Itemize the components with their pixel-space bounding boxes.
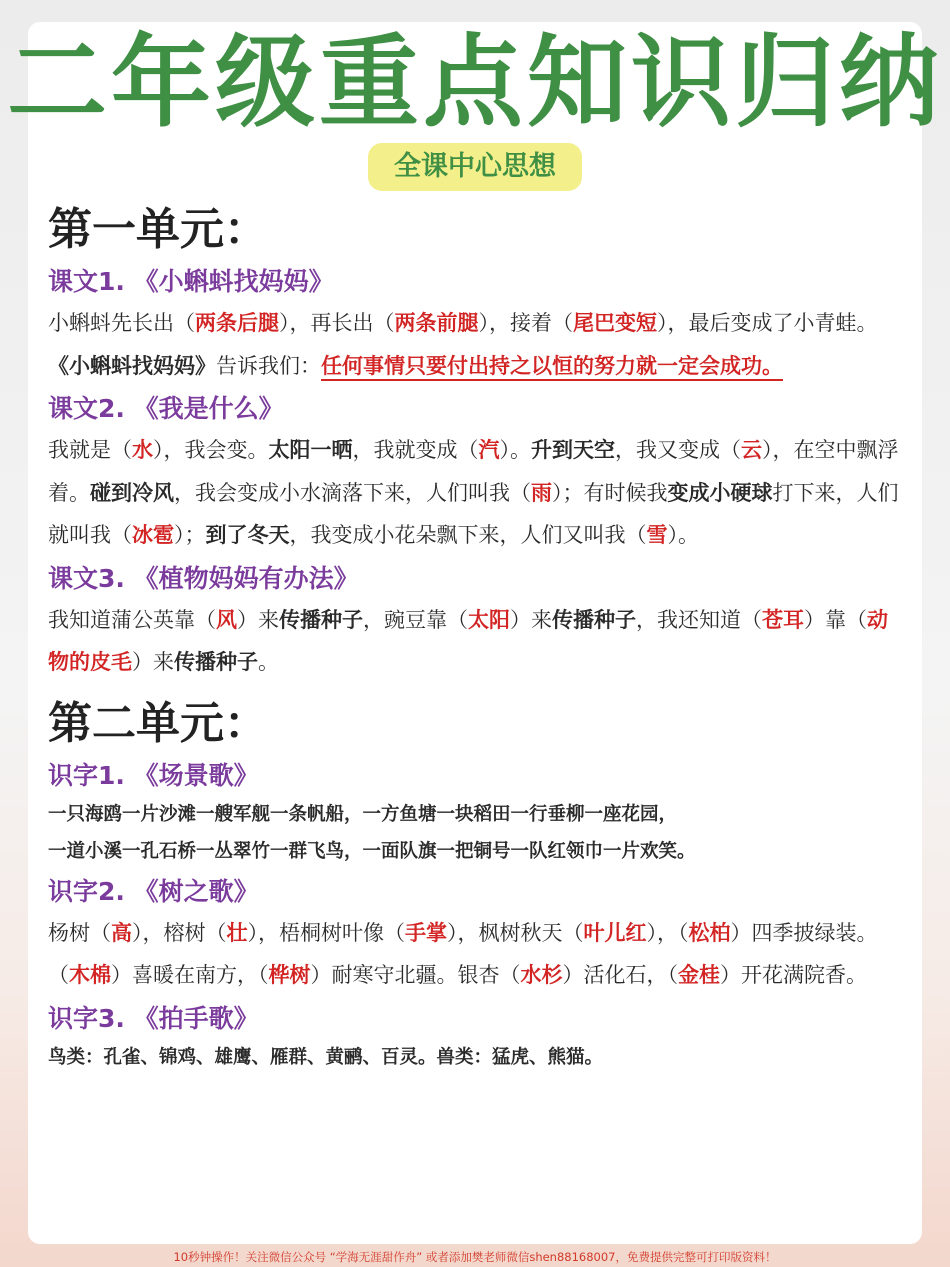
text: 我知道蒲公英靠（ xyxy=(48,607,216,632)
text: ），榕树（ xyxy=(132,920,227,945)
answer: 两条前腿 xyxy=(394,310,479,335)
text: ）；有时候我 xyxy=(552,480,668,505)
text: 。 xyxy=(258,650,279,674)
subtitle-badge: 全课中心思想 xyxy=(368,143,582,191)
answer: 叶儿红 xyxy=(583,919,647,945)
unit1-lesson3-text xyxy=(48,599,900,684)
unit2-lesson2-text xyxy=(48,912,900,997)
answer: 两条后腿 xyxy=(195,310,279,335)
text: ）开花满院香。 xyxy=(720,963,867,987)
keyword: 《小蝌蚪找妈妈》 xyxy=(48,352,216,378)
answer: 水杉 xyxy=(520,962,563,987)
unit2-lesson1-title: 识字1. 《场景歌》 xyxy=(48,760,259,790)
text: ），枫树秋天（ xyxy=(447,920,584,945)
keyword: 到了冬天 xyxy=(205,522,290,547)
unit1-lesson1-text xyxy=(48,302,900,387)
answer: 木棉 xyxy=(69,962,111,987)
text: ）。 xyxy=(667,523,699,547)
main-content xyxy=(48,200,900,1076)
footer-note: 10秒钟操作！关注微信公众号 “学海无涯甜作舟” 或者添加樊老师微信shen88168007，免费提供完整可打印版资料！ xyxy=(173,1250,777,1264)
answer: 云 xyxy=(741,437,762,462)
text: ），（ xyxy=(646,920,689,945)
unit1-lesson2-text xyxy=(48,429,900,557)
text: ）活化石，（ xyxy=(562,963,678,987)
unit1-heading: 第一单元： xyxy=(48,204,268,255)
answer: 壮 xyxy=(226,919,248,945)
answer: 桦树 xyxy=(268,962,311,987)
answer: 苍耳 xyxy=(762,606,804,632)
answer: 汽 xyxy=(478,437,500,462)
unit1-lesson2-title: 课文2. 《我是什么》 xyxy=(48,394,284,423)
subtitle-wrap xyxy=(0,143,950,191)
text: ）来 xyxy=(132,650,174,674)
text: ）喜暖在南方，（ xyxy=(111,963,269,987)
unit2-lesson3-title: 识字3. 《拍手歌》 xyxy=(48,1003,259,1033)
keyword: 传播种子 xyxy=(174,649,258,674)
answer: 风 xyxy=(216,606,237,632)
answer: 雪 xyxy=(646,522,668,547)
text: ）； xyxy=(174,523,206,547)
text: ）耐寒守北疆。银杏（ xyxy=(310,963,521,987)
text: ，我又变成（ xyxy=(615,438,741,462)
unit2-lesson2-title: 识字2. 《树之歌》 xyxy=(48,876,259,906)
verse-line: 一只海鸥一片沙滩一艘军舰一条帆船，一方鱼塘一块稻田一行垂柳一座花园， xyxy=(48,803,678,825)
text: ），我会变。 xyxy=(153,438,269,462)
answer: 高 xyxy=(111,919,132,945)
text: ，我会变成小水滴落下来，人们叫我（ xyxy=(174,480,531,505)
text: ）来 xyxy=(237,607,279,632)
text: 我就是（ xyxy=(48,438,132,462)
text: ），最后变成了小青蛙。 xyxy=(657,311,878,335)
answer: 手掌 xyxy=(405,919,447,945)
text: ，豌豆靠（ xyxy=(363,607,468,632)
text: ），接着（ xyxy=(478,311,573,335)
answer: 尾巴变短 xyxy=(573,310,657,335)
text: ）四季披绿装。（ xyxy=(48,920,878,987)
keyword: 太阳一晒 xyxy=(268,437,353,462)
text: 杨树（ xyxy=(48,920,111,945)
text: ），梧桐树叶像（ xyxy=(247,920,405,945)
answer: 金桂 xyxy=(678,962,720,987)
text: ），在空中飘浮着。 xyxy=(48,438,899,505)
keyword: 碰到冷风 xyxy=(90,479,174,505)
text: 小蝌蚪先长出（ xyxy=(48,311,195,335)
unit1-lesson3-title: 课文3. 《植物妈妈有办法》 xyxy=(48,563,359,593)
text: 告诉我们： xyxy=(216,353,321,378)
keyword: 传播种子 xyxy=(552,606,636,632)
text: ，我就变成（ xyxy=(352,438,479,462)
text: ，我变成小花朵飘下来，人们又叫我（ xyxy=(289,523,647,547)
moral-highlight: 任何事情只要付出持之以恒的努力就一定会成功。 xyxy=(321,353,783,381)
unit2-heading: 第二单元： xyxy=(48,697,268,749)
text: ，我还知道（ xyxy=(636,607,762,632)
answer: 动物的皮毛 xyxy=(48,606,888,674)
keyword: 升到天空 xyxy=(531,437,615,462)
unit2-lesson1-text xyxy=(48,796,900,870)
keyword: 传播种子 xyxy=(279,606,363,632)
verse-line: 一道小溪一孔石桥一丛翠竹一群飞鸟，一面队旗一把铜号一队红领巾一片欢笑。 xyxy=(48,840,696,862)
answer: 松柏 xyxy=(688,919,731,945)
unit1-lesson1-title: 课文1. 《小蝌蚪找妈妈》 xyxy=(48,267,334,296)
text: ）来 xyxy=(510,607,552,632)
page-title: 二年级重点知识归纳 xyxy=(7,24,943,141)
unit2-lesson3-text: 鸟类：孔雀、锦鸡、雄鹰、雁群、黄鹂、百灵。兽类：猛虎、熊猫。 xyxy=(48,1046,604,1068)
answer: 冰雹 xyxy=(132,522,174,547)
answer: 太阳 xyxy=(468,606,510,632)
text: ）靠（ xyxy=(804,607,867,632)
text: 打下来，人们就叫我（ xyxy=(48,480,899,547)
keyword: 变成小硬球 xyxy=(667,479,773,505)
text: ）。 xyxy=(499,438,531,462)
answer: 雨 xyxy=(531,479,552,505)
text: ），再长出（ xyxy=(279,311,395,335)
answer: 水 xyxy=(132,437,153,462)
